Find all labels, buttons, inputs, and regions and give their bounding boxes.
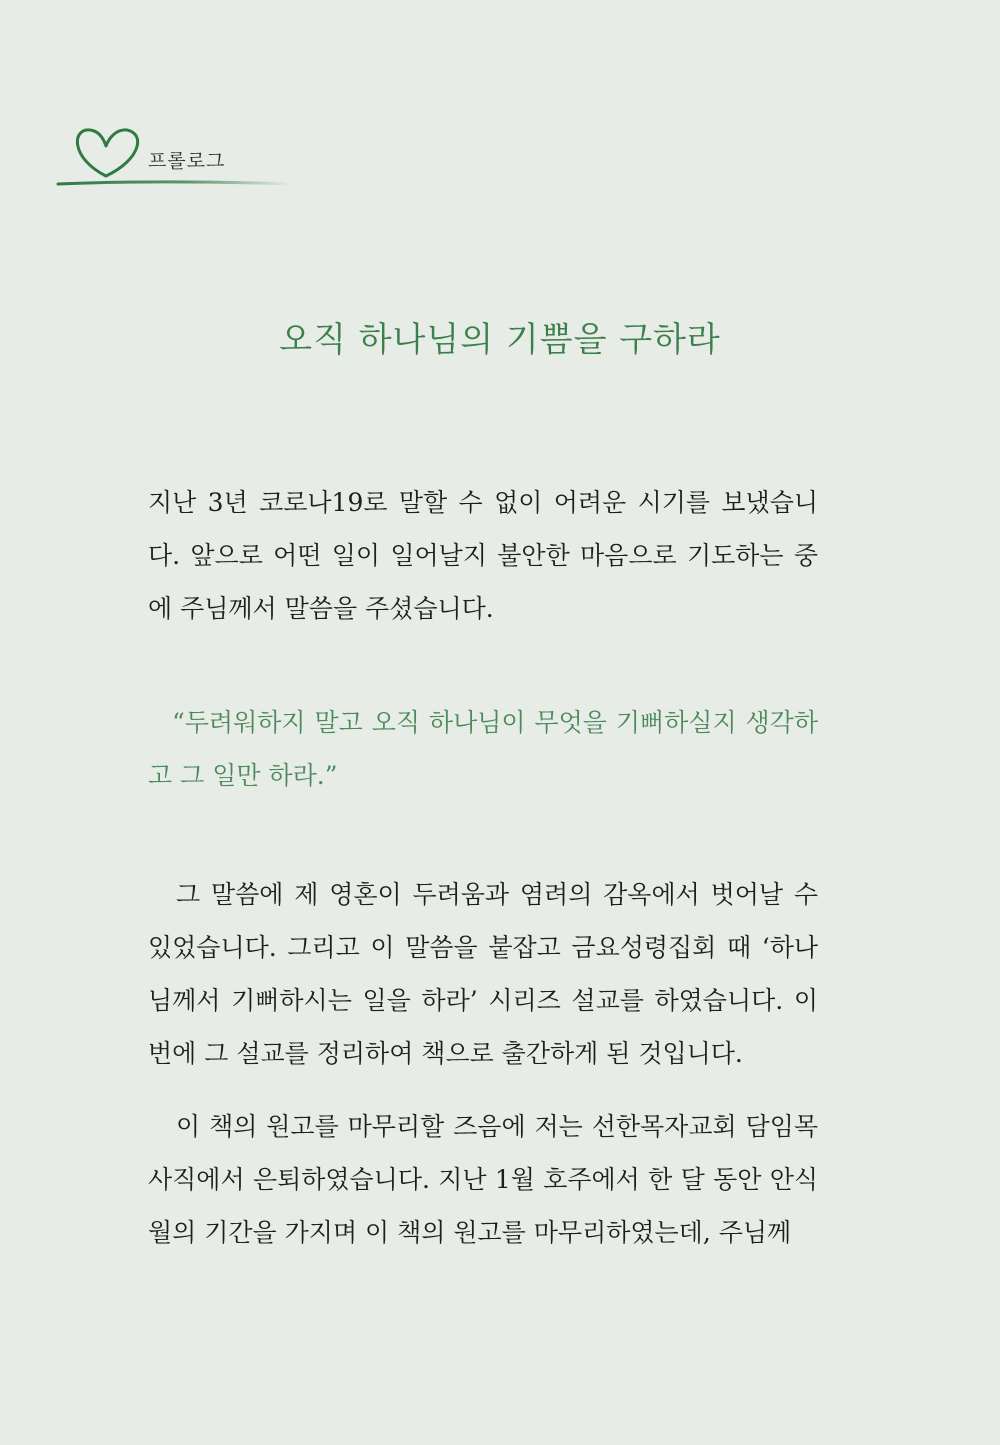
section-label: 프롤로그: [148, 150, 226, 172]
body-paragraph: 그 말씀에 제 영혼이 두려움과 염려의 감옥에서 벗어날 수 있었습니다. 그리고 이 말씀을 붙잡고 금요성령집회 때 ‘하나님께서 기뻐하시는 일을 하라’ 시리즈 설교를 하였습니다. 이번에 그 설교를 정리하여 책으로 출간하게 된 것입니다.: [148, 880, 818, 1068]
section-header: [0, 0, 1000, 200]
body-paragraph: 이 책의 원고를 마무리할 즈음에 저는 선한목자교회 담임목사직에서 은퇴하였습니다. 지난 1월 호주에서 한 달 동안 안식월의 기간을 가지며 이 책의 원고를 마무리하였는데, 주님께: [148, 1112, 818, 1247]
chapter-title: 오직 하나님의 기쁨을 구하라: [279, 320, 721, 360]
body-paragraph: 지난 3년 코로나19로 말할 수 없이 어려운 시기를 보냈습니다. 앞으로 어떤 일이 일어날지 불안한 마음으로 기도하는 중에 주님께서 말씀을 주셨습니다.: [148, 488, 818, 623]
scripture-quote: “두려워하지 말고 오직 하나님이 무엇을 기뻐하실지 생각하고 그 일만 하라.”: [148, 708, 818, 790]
